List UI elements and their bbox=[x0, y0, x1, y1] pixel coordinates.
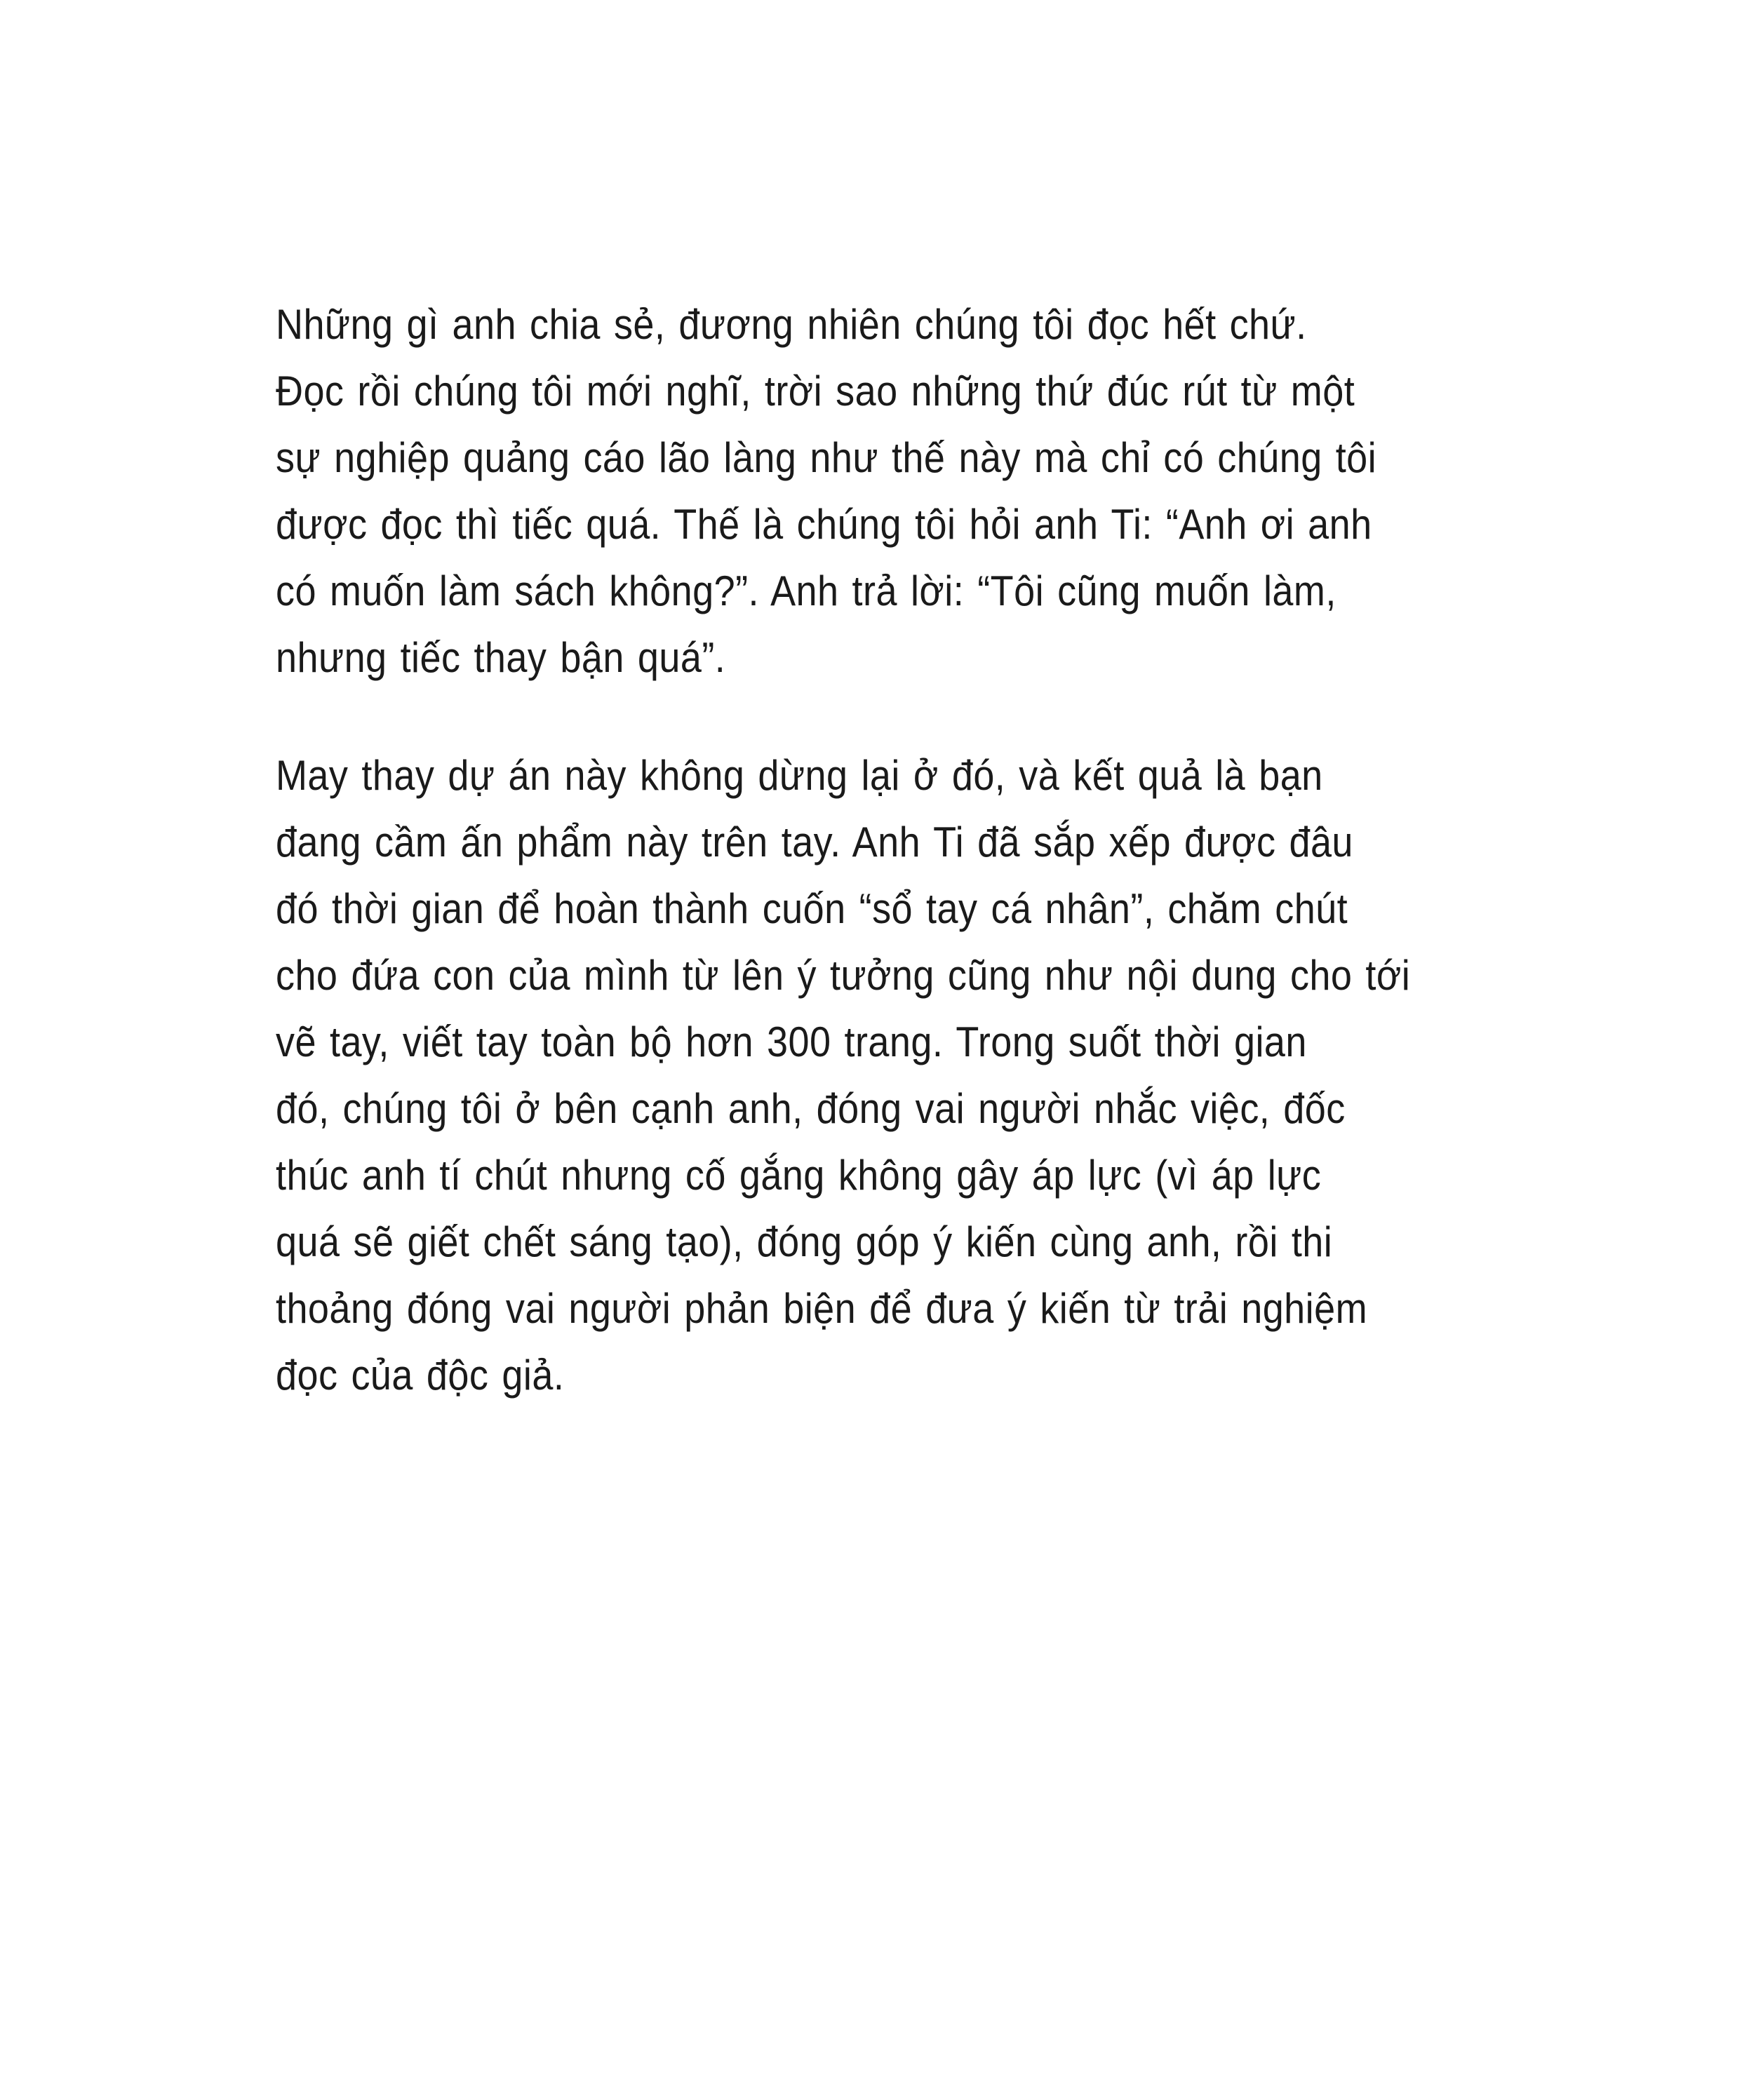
paragraph-2 bbox=[276, 742, 1609, 1408]
text-line: quá sẽ giết chết sáng tạo), đóng góp ý kiến cùng anh, rồi thi bbox=[276, 1218, 1333, 1265]
text-line: có muốn làm sách không?”. Anh trả lời: “Tôi cũng muốn làm, bbox=[276, 567, 1336, 614]
text-line: được đọc thì tiếc quá. Thế là chúng tôi hỏi anh Ti: “Anh ơi anh bbox=[276, 501, 1372, 548]
text-line: Đọc rồi chúng tôi mới nghĩ, trời sao những thứ đúc rút từ một bbox=[276, 368, 1355, 415]
body-text bbox=[276, 291, 1609, 1460]
text-line: Những gì anh chia sẻ, đương nhiên chúng tôi đọc hết chứ. bbox=[276, 301, 1307, 348]
text-line: thoảng đóng vai người phản biện để đưa ý kiến từ trải nghiệm bbox=[276, 1285, 1368, 1332]
text-line: đọc của độc giả. bbox=[276, 1352, 565, 1399]
text-line: nhưng tiếc thay bận quá”. bbox=[276, 634, 726, 681]
paragraph-1 bbox=[276, 291, 1609, 691]
text-line: sự nghiệp quảng cáo lão làng như thế này mà chỉ có chúng tôi bbox=[276, 434, 1377, 481]
text-line: cho đứa con của mình từ lên ý tưởng cũng như nội dung cho tới bbox=[276, 952, 1411, 999]
text-line: đang cầm ấn phẩm này trên tay. Anh Ti đã sắp xếp được đâu bbox=[276, 819, 1353, 866]
text-line: đó, chúng tôi ở bên cạnh anh, đóng vai người nhắc việc, đốc bbox=[276, 1085, 1346, 1132]
text-line: đó thời gian để hoàn thành cuốn “sổ tay cá nhân”, chăm chút bbox=[276, 885, 1348, 932]
text-line: May thay dự án này không dừng lại ở đó, và kết quả là bạn bbox=[276, 752, 1323, 799]
text-line: thúc anh tí chút nhưng cố gắng không gây áp lực (vì áp lực bbox=[276, 1152, 1322, 1199]
text-line: vẽ tay, viết tay toàn bộ hơn 300 trang. Trong suốt thời gian bbox=[276, 1018, 1307, 1065]
